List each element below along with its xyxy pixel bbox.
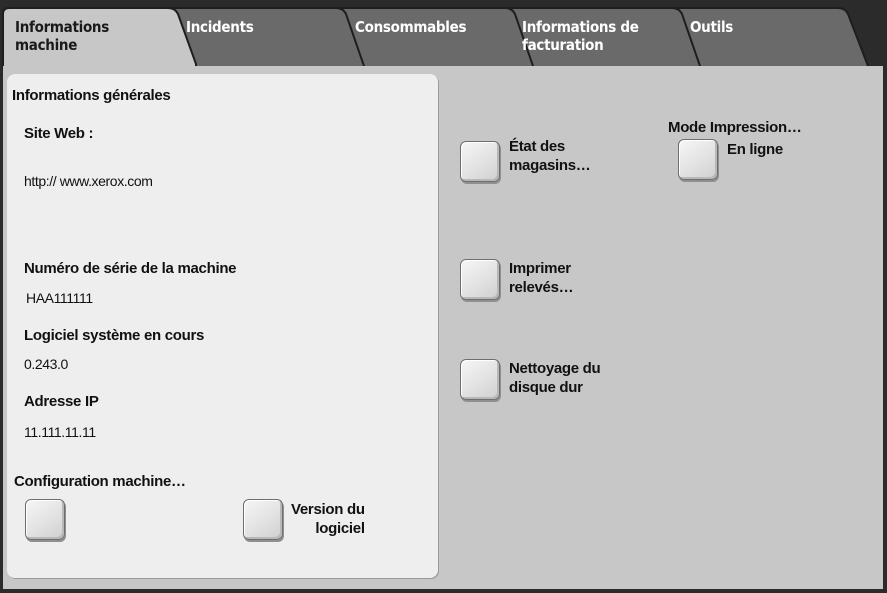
disk-cleanup-label: Nettoyage du disque dur [509, 360, 601, 396]
ip-address-label: Adresse IP [24, 393, 99, 410]
print-reports-label: Imprimer relevés… [509, 260, 574, 296]
system-software-label: Logiciel système en cours [24, 327, 205, 344]
disk-cleanup-button[interactable] [460, 359, 500, 400]
software-version-button[interactable] [243, 499, 283, 540]
machine-config-label: Configuration machine… [14, 473, 186, 490]
serial-number-value: HAA111111 [26, 290, 93, 306]
tab-billing-info[interactable]: Informations de facturation [522, 18, 639, 54]
website-label: Site Web : [24, 125, 94, 142]
tab-consumables[interactable]: Consommables [355, 18, 467, 36]
website-value: http:// www.xerox.com [24, 173, 153, 189]
tray-status-button[interactable] [460, 141, 500, 182]
print-reports-button[interactable] [460, 259, 500, 300]
software-version-label: Version du logiciel [291, 501, 365, 537]
system-software-value: 0.243.0 [24, 356, 68, 372]
print-mode-button[interactable] [678, 139, 718, 180]
tray-status-label: État des magasins… [509, 138, 591, 174]
general-info-panel [7, 74, 438, 578]
tab-machine-info[interactable]: Informations machine [15, 18, 109, 54]
ip-address-value: 11.111.11.11 [24, 424, 96, 440]
general-info-heading: Informations générales [12, 87, 171, 104]
serial-number-label: Numéro de série de la machine [24, 260, 237, 277]
tab-tools[interactable]: Outils [690, 18, 734, 36]
machine-config-button[interactable] [25, 499, 65, 540]
print-mode-label: Mode Impression… [668, 119, 802, 136]
tab-incidents[interactable]: Incidents [186, 18, 254, 36]
print-mode-value: En ligne [727, 141, 783, 158]
